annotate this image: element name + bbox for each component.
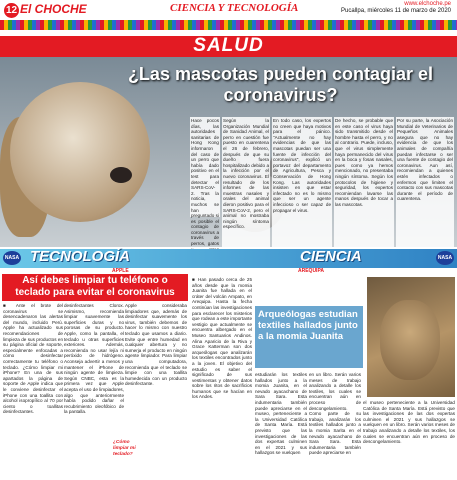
salud-column-2: En todo caso, los expertos no creen que haya motivos para el pánico. "Actualmente no hay evidencias de que las mascotas puedan ser una fuente de infección del coronavirus", explicó un portavoz del departamento de Agricultura, Pesca y Conservación de Hong Kong. Las autoridades insisten en que estar infectado no es lo mismo que ser un agente infeccioso o ser capaz de propagar el virus. xyxy=(272,117,332,247)
dog-nose-shape xyxy=(110,167,132,183)
newspaper-logo: El CHOCHE xyxy=(20,2,87,16)
tecnologia-label: TECNOLOGÍA xyxy=(30,248,130,265)
pencil-stripe-decoration xyxy=(0,20,457,30)
mummy-column-4: el museo perteneciente a la Universidad Católica de Santa María. Está previsto que las investigaciones de las dos expertas culminen el 2021 y sus hallazgos se vuelquen en un libro. Serán varios meses de trabajo analizando a detalle los textiles, los cuales se encuentran aún en proceso de descongelamiento. xyxy=(363,400,455,445)
salud-column-1: Según la Organización Mundial de Sanidad Animal, el perro en cuestión fue puesto en cuarentena el 26 de febrero, después de que su dueño fuera hospitalizado debido a la infección por el nuevo coronavirus. El resultado de los informes de las muestras nasales y orales del animal dieron positivo para el SARS-CoV-2, pero el animal no mostraba ningún síntoma específico. xyxy=(222,117,270,247)
mummy-column-1: ■ Han pasado cerca de 25 años desde que la momia Juanita fue hallada en el cráter del volcán Ampato, en Arequipa. Hasta la fecha continúan las investigaciones para esclarecer los misterios que rodean a este importante vestigio que actualmente se encuentra albergado en el Museo Santuarios Andinos. Alina Aparicio de la Riva y Grace Katterman son dos arqueólogas que analizarán los textiles encontrados junto a la joven. El objetivo del estudio es saber el significado de sus vestimentas y obtener datos sobre los ritos de sacrificios humanos que se hacían en los Andes. xyxy=(192,277,253,400)
nasa-logo-left: NASA xyxy=(3,251,21,265)
apple-subheading: ¿Cómo limpiar mi teclado? xyxy=(113,440,136,457)
salud-label: SALUD xyxy=(193,35,264,56)
ciencia-label: CIENCIA xyxy=(300,248,362,265)
issue-date: Pucallpa, miércoles 11 de marzo de 2020 xyxy=(341,8,451,14)
nasa-logo-right: NASA xyxy=(436,251,454,265)
section-title: CIENCIA Y TECNOLOGÍA xyxy=(170,2,299,14)
mummy-face-shape xyxy=(380,300,440,380)
apple-headline: Así debes limpiar tu teléfono o teclado para evitar el coronavirus xyxy=(15,275,175,298)
apple-tag: APPLE xyxy=(112,268,129,274)
mummy-headline: Arqueólogas estudian textiles hallados junto a la momia Juanita xyxy=(258,309,358,342)
mummy-column-2: estudiarán los textiles hallados junto a la momia Juanita, en el nevado ayacachano de Sara Sara. Esta indumentaria también puede apreciarse en el museo, perteneciente a la Universidad Católica de Santa María. Está previsto que las investigaciones de las dos expertas culminen en el 2021 y sus hallazgos se vuelquen xyxy=(255,372,307,456)
website-url: www.elchoche.pe xyxy=(404,1,451,7)
mummy-column-3: en un libro. Serán varios meses de trabajo analizando a detalle los textiles, los cuales se encuentran aún en proceso de descongelamiento. Como parte de su trabajo, analizarán los textiles hallados junto a la momia Sarita en el nevado ayacachano de Sara Sara. Esta indumentaria también puede apreciarse en xyxy=(309,372,361,456)
salud-headline: ¿Las mascotas pueden contagiar el coronavirus? xyxy=(127,64,434,105)
page-number: 12 xyxy=(5,5,18,16)
salud-column-4: Por su parte, la Asociación Mundial de Veterinarios de Pequeños Animales asegura que no hay evidencia de que los animales de compañía puedan infectarse o ser una fuente de contagio del coronavirus. Aun así, recomiendan a quienes estén infectados o enfermos que limiten el contacto con sus mascotas durante el período de cuarentena. xyxy=(396,117,454,247)
apple-column-3: Apple consideraba limpiadores que, además de desinfectar suavemente los virus, también debemos de hacer lo mismo con nuestro teclado que usamos a diario. Evite que entre humedad en cualquier abertura y no sumerja el producto en ningún agente limpiador. Para limpiar una computadora, recomienda que el teclado se limpie con una toallita humedecida con un producto desinfectante. xyxy=(125,303,187,387)
salud-column-3: De hecho, se probable que en este caso el virus haya sido transmitido desde el hombre hasta el perro, y no al contrario. Puede, incluso, que el virus simplemente haya permanecido del virus en la boca y fosas nasales, pues como ya hemos mencionado, no presentaba ningún síntoma. Según los protocolos de higiene y seguridad, los expertos recomiendan lavarse las manos después de tocar a las mascotas. xyxy=(334,117,394,247)
salud-column-0: Hace pocos días, las autoridades sanitarias de Hong Kong informaron del caso de un perro que había dado positivo en el test para detectar el SARS-CoV-2. Tras la noticia, muchos se han preguntado si es posible el contagio de coronavirus a través de perros, gatos xyxy=(191,118,219,247)
apple-column-1: ■ Ante el brote del coronavirus se desencadenaron las alertas del mundo, incluido Perú. Apple ha actualizado sus recomendaciones de limpieza de sus productos en su página oficial de soporte, especialmente enfocadas a cómo desinfectar correctamente tu teléfono o teclado. ¿Cómo limpiar mi iPhone? En una de sus apartados la página de soporte de Apple indica que le conviene desinfectar el iPhone con una toallita con alcohol isopropílico al 70 por ciento o toallitas desinfectantes. xyxy=(3,303,63,415)
arequipa-tag: AREQUIPA xyxy=(298,268,325,274)
apple-column-2: desinfectantes Clorox. Asimismo, recomienda limpiar suavemente las superficies duras y no porosas de su producto. Apple, como la pantalla, el teclado u otras superficies exteriores. Además, recomienda no usar lejía ni peróxido de hidrógeno. Aconseja advertir a menos y mantener el iPhone de ningún agente de limpieza. Según CNBC, esta es la primera vez que Apple acepta el uso de limpiadores, algo que anteriormente había podido dañar el recubrimiento oleofóbico de la pantalla. xyxy=(64,303,124,415)
